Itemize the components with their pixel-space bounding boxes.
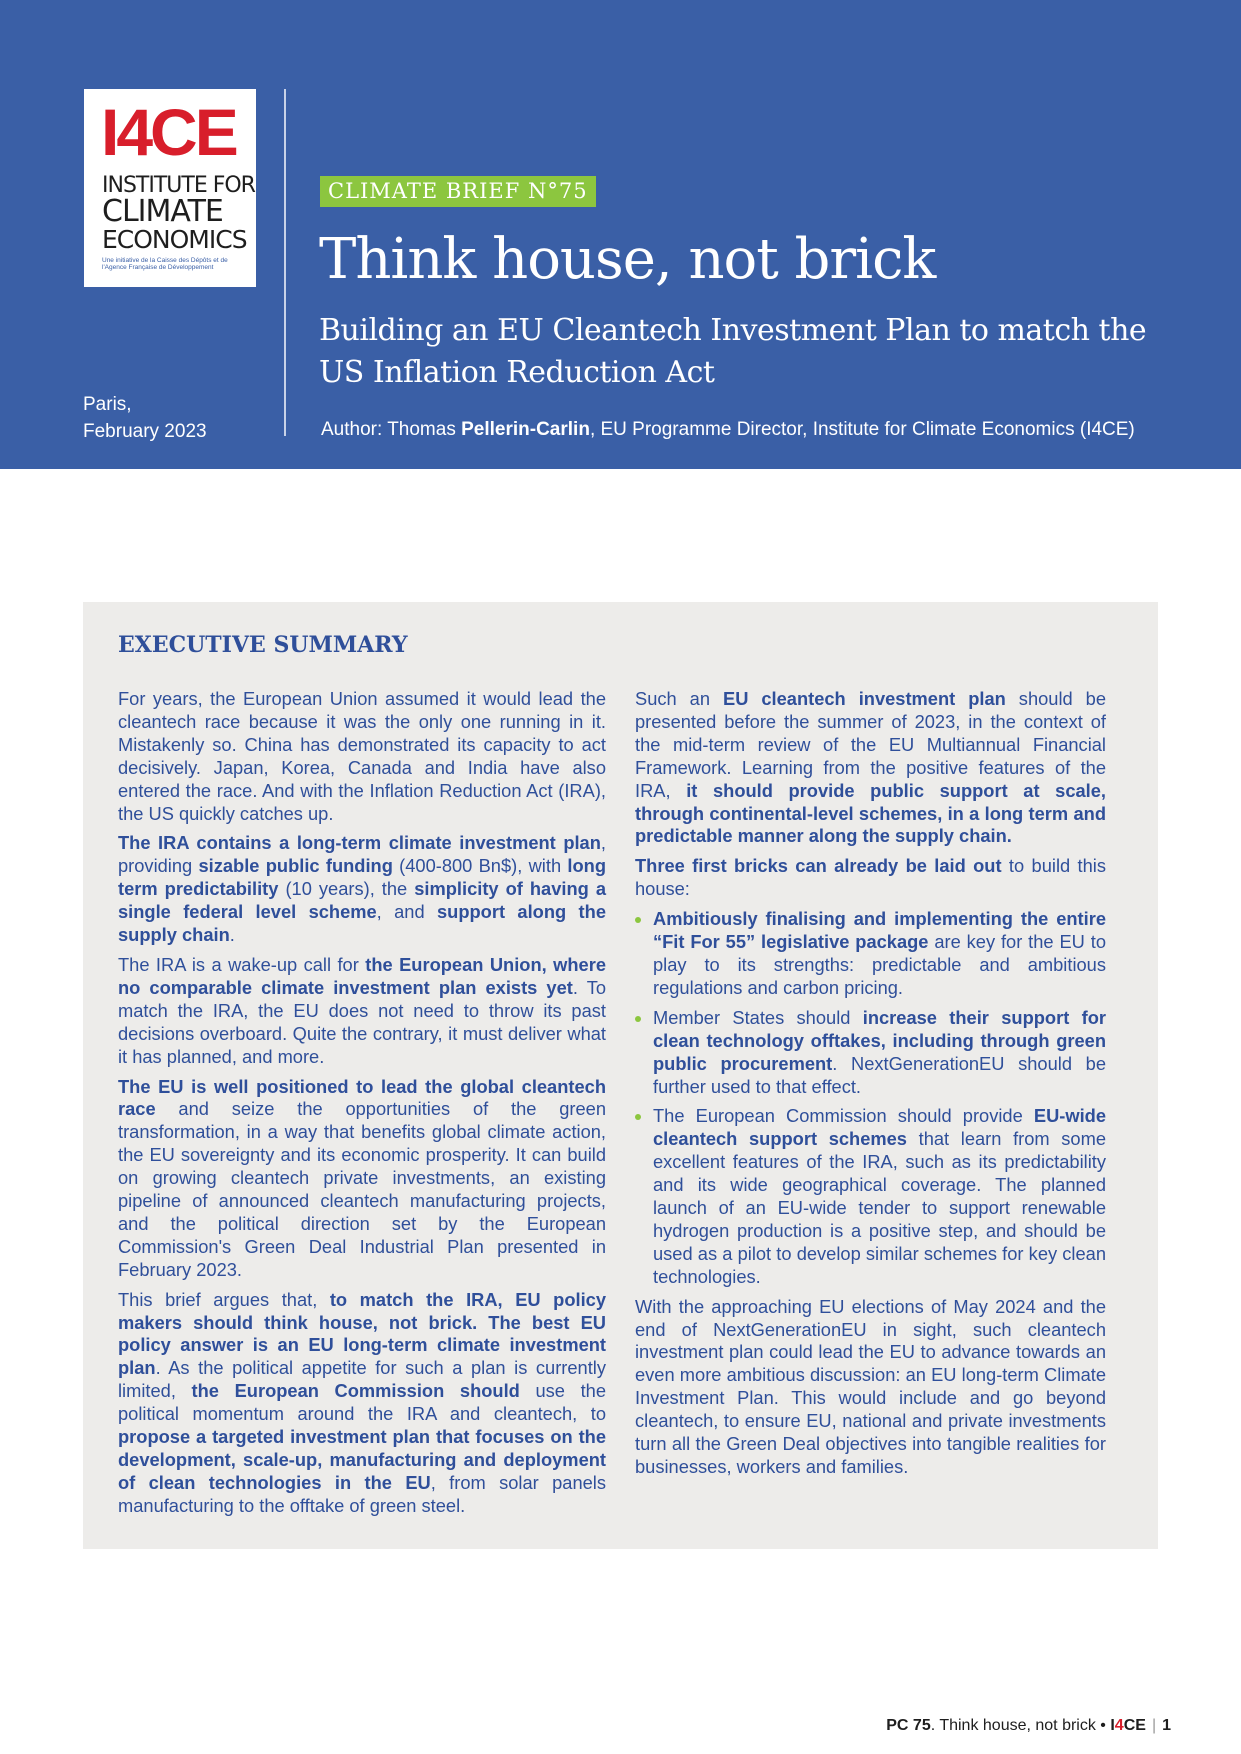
paragraph-eu-position: The EU is well positioned to lead the global cleantech race and seize the opportunities of the green transformation, in a way that benefits global climate action, the EU sovereignty and its economic prosperity. It can build on growing cleantech private investments, an existing pipeline of announced cleantech manufacturing projects, and the political direction set by the European Commission's Green Deal Industrial Plan presented in February 2023. xyxy=(118,1075,606,1280)
logo-line-2: CLIMATE xyxy=(102,194,223,229)
author-prefix: Author: Thomas xyxy=(321,419,462,440)
paragraph-wake-up-call: The IRA is a wake-up call for the European Union, where no comparable climate investment plan exists yet. To match the IRA, the EU does not need to throw its past decisions overboard. Quite the contrary, it must deliver what it has planned, and more. xyxy=(118,953,607,1067)
executive-summary-panel xyxy=(83,602,1158,1549)
paragraph-intro: For years, the European Union assumed it would lead the cleantech race because it was the only one running in it. Mistakenly so. China has demonstrated its capacity to act decisively. Japan, Korea, Canada and India have also entered the race. And with the Inflation Reduction Act (IRA), the US quickly catches up. xyxy=(118,688,606,824)
bullet-icon xyxy=(635,1114,641,1120)
summary-left-column xyxy=(118,688,606,1525)
logo-tagline: Une initiative de la Caisse des Dépôts et de l'Agence Française de Développement xyxy=(102,257,228,272)
page-footer xyxy=(886,1717,1171,1735)
header-banner xyxy=(0,0,1241,469)
logo-mark: I4CE xyxy=(101,95,236,169)
page-number: 1 xyxy=(1162,1717,1171,1734)
footer-separator: | xyxy=(1151,1717,1157,1734)
paragraph-conclusion: With the approaching EU elections of May 2024 and the end of NextGenerationEU in sight, such cleantech investment plan could lead the EU to advance towards an even more ambitious discussion: an EU long-term Climate Investment Plan. This would include and go beyond cleantech, to ensure EU, national and private investments turn all the Green Deal objectives into tangible realities for businesses, workers and families. xyxy=(635,1295,1106,1477)
bricks-list xyxy=(635,908,1106,1289)
author-name: Pellerin-Carlin xyxy=(461,419,590,440)
footer-code: PC 75 xyxy=(886,1717,931,1734)
list-item: The European Commission should provide EU-wide cleantech support schemes that learn from some excellent features of the IRA, such as its predictability and its wide geographical coverage. The planned launch of an EU-wide tender to support renewable hydrogen production is a positive step, and should be used as a pilot to develop similar schemes for key clean technologies. xyxy=(635,1105,1106,1288)
executive-summary-heading: EXECUTIVE SUMMARY xyxy=(118,632,408,658)
page-subtitle: Building an EU Cleantech Investment Plan to match the US Inflation Reduction Act xyxy=(319,313,1147,390)
climate-brief-badge: CLIMATE BRIEF N°75 xyxy=(320,176,596,207)
summary-right-column xyxy=(635,688,1106,1486)
bullet-icon xyxy=(635,1016,641,1022)
logo-line-1: INSTITUTE FOR xyxy=(102,173,255,198)
list-item: Member States should increase their support for clean technology offtakes, including through green public procurement. NextGenerationEU should be further used to that effect. xyxy=(635,1007,1106,1099)
paragraph-investment-plan: Such an EU cleantech investment plan should be presented before the summer of 2023, in the context of the mid-term review of the EU Multiannual Financial Framework. Learning from the positive features of the IRA, it should provide public support at scale, through continental-level schemes, in a long term and predictable manner along the supply chain. xyxy=(635,688,1107,847)
paragraph-three-bricks: Three first bricks can already be laid out to build this house: xyxy=(635,855,1106,900)
page-title: Think house, not brick xyxy=(319,227,936,292)
bullet-icon xyxy=(635,917,641,923)
author-suffix: , EU Programme Director, Institute for Climate Economics (I4CE) xyxy=(589,419,1135,440)
i4ce-logo xyxy=(84,89,256,287)
publication-date: February 2023 xyxy=(83,420,207,442)
paragraph-ira: The IRA contains a long-term climate investment plan, providing sizable public funding (400-800 Bn$), with long term predictability (10 years), the simplicity of having a single federal level scheme, and support along the supply chain. xyxy=(118,832,606,946)
footer-title: . Think house, not brick • xyxy=(930,1717,1111,1734)
publication-place-date xyxy=(83,392,207,445)
publication-place: Paris, xyxy=(83,394,132,415)
list-item: Ambitiously finalising and implementing the entire “Fit For 55” legislative package are key for the EU to play to its strengths: predictable and ambitious regulations and carbon pricing. xyxy=(635,908,1106,1000)
author-line xyxy=(321,419,1135,441)
footer-brand: I4CE xyxy=(1110,1717,1146,1734)
logo-line-3: ECONOMICS xyxy=(102,225,247,254)
header-divider xyxy=(284,89,286,436)
paragraph-brief-argument: This brief argues that, to match the IRA, EU policy makers should think house, not brick. The best EU policy answer is an EU long-term climate investment plan. As the political appetite for such a plan is currently limited, the European Commission should use the political momentum around the IRA and cleantech, to propose a targeted investment plan that focuses on the development, scale-up, manufacturing and deployment of clean technologies in the EU, from solar panels manufacturing to the offtake of green steel. xyxy=(118,1288,606,1516)
